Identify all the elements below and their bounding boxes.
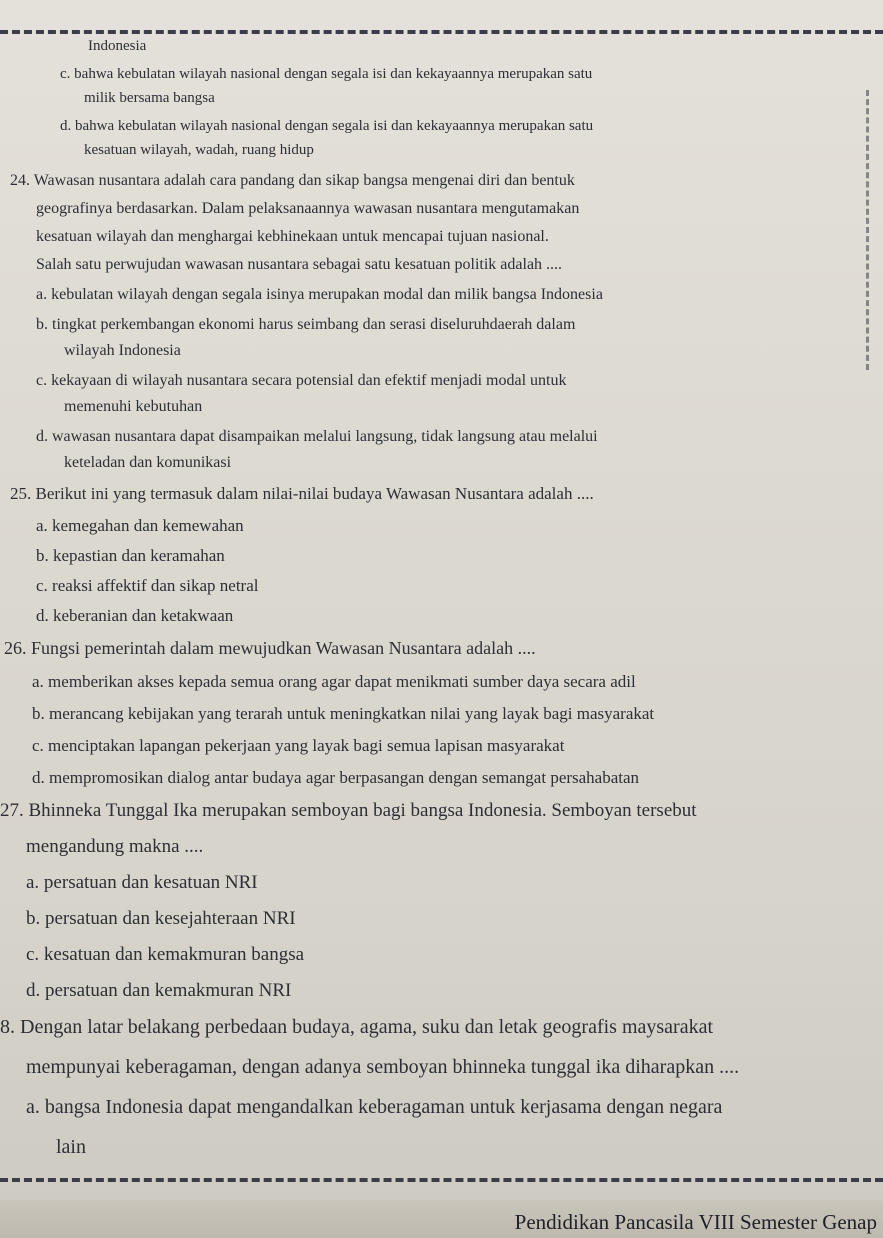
q24-option-c-line-1: c. kekayaan di wilayah nusantara secara potensial dan efektif menjadi modal untuk (36, 372, 567, 389)
q26-option-c: c. menciptakan lapangan pekerjaan yang layak bagi semua lapisan masyarakat (32, 736, 565, 755)
q25-option-d: d. keberanian dan ketakwaan (36, 606, 234, 625)
bottom-dashed-divider (0, 1178, 883, 1182)
q25-option-c: c. reaksi affektif dan sikap netral (36, 576, 259, 595)
q24-option-d-line-2: keteladan dan komunikasi (64, 454, 232, 471)
q27-option-a: a. persatuan dan kesatuan NRI (26, 872, 258, 893)
q27-stem-line-1: 27. Bhinneka Tunggal Ika merupakan semboyan bagi bangsa Indonesia. Semboyan tersebut (0, 800, 697, 821)
q26-option-a: a. memberikan akses kepada semua orang agar dapat menikmati sumber daya secara adil (32, 672, 636, 691)
q26-stem: 26. Fungsi pemerintah dalam mewujudkan Wawasan Nusantara adalah .... (4, 638, 536, 658)
q24-option-b-line-1: b. tingkat perkembangan ekonomi harus seimbang dan serasi diseluruhdaerah dalam (36, 316, 576, 333)
q28-option-a-line-1: a. bangsa Indonesia dapat mengandalkan keberagaman untuk kerjasama dengan negara (26, 1096, 723, 1118)
q27-option-b: b. persatuan dan kesejahteraan NRI (26, 908, 296, 929)
q24-option-c-line-2: memenuhi kebutuhan (64, 398, 203, 415)
q25-option-b: b. kepastian dan keramahan (36, 546, 225, 565)
q24-option-a: a. kebulatan wilayah dengan segala isinya merupakan modal dan milik bangsa Indonesia (36, 286, 603, 303)
q27-stem-line-2: mengandung makna .... (26, 836, 204, 857)
q24-stem-line-2: geografinya berdasarkan. Dalam pelaksanaannya wawasan nusantara mengutamakan (36, 200, 580, 217)
q24-stem-line-1: 24. Wawasan nusantara adalah cara pandang dan sikap bangsa mengenai diri dan bentuk (10, 172, 575, 189)
q28-stem-line-2: mempunyai keberagaman, dengan adanya semboyan bhinneka tunggal ika diharapkan .... (26, 1056, 740, 1078)
q28-stem-line-1: 8. Dengan latar belakang perbedaan budaya, agama, suku dan letak geografis maysarakat (0, 1016, 714, 1038)
q26-option-d: d. mempromosikan dialog antar budaya agar berpasangan dengan semangat persahabatan (32, 768, 640, 787)
footer-title: Pendidikan Pancasila VIII Semester Genap (514, 1210, 877, 1234)
q26-option-b: b. merancang kebijakan yang terarah untuk meningkatkan nilai yang layak bagi masyarakat (32, 704, 655, 723)
q25-stem: 25. Berikut ini yang termasuk dalam nilai-nilai budaya Wawasan Nusantara adalah .... (10, 484, 594, 503)
margin-dashes (866, 90, 875, 370)
q24-option-b-line-2: wilayah Indonesia (64, 342, 181, 359)
prev-option-c-line-2: milik bersama bangsa (84, 90, 215, 106)
q24-stem-line-4: Salah satu perwujudan wawasan nusantara sebagai satu kesatuan politik adalah .... (36, 256, 563, 273)
q27-option-d: d. persatuan dan kemakmuran NRI (26, 980, 292, 1001)
top-dashed-divider (0, 30, 883, 34)
prev-option-d-line-2: kesatuan wilayah, wadah, ruang hidup (84, 142, 314, 158)
q27-option-c: c. kesatuan dan kemakmuran bangsa (26, 944, 305, 965)
q28-option-a-line-2: lain (56, 1136, 86, 1158)
q24-option-d-line-1: d. wawasan nusantara dapat disampaikan melalui langsung, tidak langsung atau melalui (36, 428, 598, 445)
q25-option-a: a. kemegahan dan kemewahan (36, 516, 244, 535)
prev-option-c-line-1: c. bahwa kebulatan wilayah nasional dengan segala isi dan kekayaannya merupakan satu (60, 66, 593, 82)
prev-option-d-line-1: d. bahwa kebulatan wilayah nasional dengan segala isi dan kekayaannya merupakan satu (60, 118, 594, 134)
q24-stem-line-3: kesatuan wilayah dan menghargai kebhinekaan untuk mencapai tujuan nasional. (36, 228, 549, 245)
section-header: Indonesia (88, 38, 147, 54)
